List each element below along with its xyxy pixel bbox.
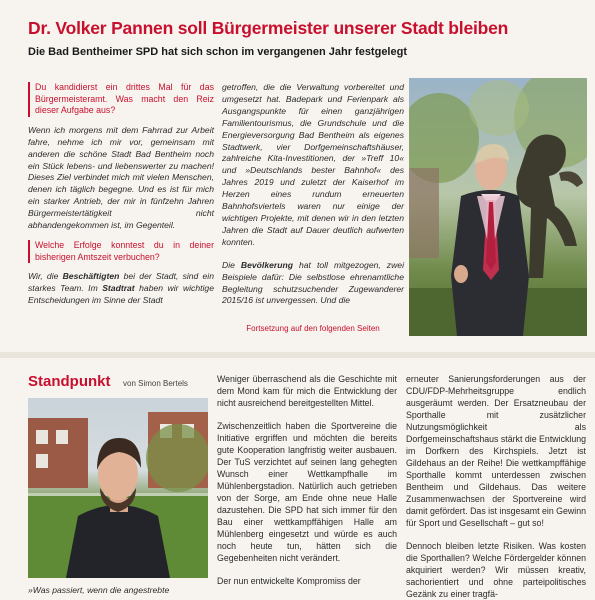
answer-2-population: Die Bevölkerung hat toll mitgezogen, zwei Beispiele dafür: Die selbstlose ehrenamtliche Begleitung schutzsuchender Zugewanderer 2015/16 ist unvergessen. Und die bbox=[222, 259, 404, 306]
question-1: Du kandidierst ein drittes Mal für das Bürgermeisteramt. Was macht den Reiz dieser Aufgabe aus? bbox=[28, 82, 214, 117]
standpunkt-column-2 bbox=[217, 373, 397, 598]
headline: Dr. Volker Pannen soll Bürgermeister unserer Stadt bleiben bbox=[28, 18, 509, 38]
answer-2-continued: getroffen, die die Verwaltung vorbereitet und umgesetzt hat. Badepark und Ferienpark als Ausgangspunkte für einen ganzjährigen Familientourismus, die Grundschule und die Energieversorgung Bad Bentheim als eigenes Stadtwerk, vier Dorfgemeinschaftshäuser, zahlreiche Kita-Investitionen, der »Treff 10« und »Deutschlands bester Bahnhof« des Jahres 2019 und zuletzt der Kaiserhof im Herzen eines rundum erneuerten Bahnhofsviertels waren nur einige der wichtigen Projekte, mit denen wir in den letzten Jahren die Stadt auf Dauer deutlich aufwerten konnten. bbox=[222, 82, 404, 247]
continued-note: Fortsetzung auf den folgenden Seiten bbox=[246, 324, 380, 333]
standpunkt-paragraph-2: Zwischenzeitlich haben die Sportvereine die Initiative ergriffen und möchten die bereits gute Kooperation langfristig weiter ausbauen. Der TuS verzichtet auf seinen lang gehegten Wunsch einer Wettkampfhalle im Mühlenbergstadion. Natürlich auch getrieben von der Sorge, am Ende ohne neue Halle dazustehen. Die SPD hat sich immer für den Bau einer wettkampffähigen Halle am Mühlenberg eingesetzt und würde es auch noch heute tun, hätten sich die Gegebenheiten nicht verändert. bbox=[217, 421, 397, 563]
photo-illustration bbox=[409, 78, 587, 336]
portrait-photo-statue bbox=[409, 78, 587, 336]
answer-2: Wir, die Beschäftigten bei der Stadt, sind ein starkes Team. Im Stadtrat haben wir wichtige Entscheidungen im Sinne der Stadt bbox=[28, 271, 214, 305]
standpunkt-paragraph-5: Dennoch bleiben letzte Risiken. Was kosten die Sporthallen? Welche Fördergelder können akquiriert werden? Wir müssen kreativ, sachorientiert und ohne parteipolitisches Gezänk zu einer tragfä- bbox=[406, 541, 586, 599]
standpunkt-paragraph-4: erneuter Sanierungsforderungen aus der CDU/FDP-Mehrheitsgruppe endlich ausgeräumt werden. Der Ersatzneubau der Sporthalle mit zusätzlicher Nutzungsmöglichkeit als Dorfgemeinschaftshaus stärkt die Entwicklung im Dorfkern des Kirchspiels. Jetzt ist Gildehaus an der Reihe! Die wettkampffähige Sporthalle kommt unterdessen zwischen Bentheim und Gildehaus. Das weitere Zusammenwachsen der Sportvereine wird damit gefördert. Das ist insgesamt ein Gewinn für Sport und Gesellschaft – gut so! bbox=[406, 374, 586, 528]
author-photo-illustration bbox=[28, 398, 208, 578]
photo-caption-quote: »Was passiert, wenn die angestrebte bbox=[28, 585, 170, 595]
section-divider bbox=[0, 352, 595, 358]
standpunkt-title: Standpunkt bbox=[28, 373, 111, 390]
standpunkt-paragraph-1: Weniger überraschend als die Geschichte mit dem Mond kam für mich die Entwicklung der nicht ausreichend bereitgestellten Mittel. bbox=[217, 374, 397, 408]
standpunkt-author: von Simon Bertels bbox=[123, 379, 188, 388]
answer-1: Wenn ich morgens mit dem Fahrrad zur Arbeit fahre, nehme ich mir vor, gemeinsam mit anderen die schöne Stadt Bad Bentheim noch ein Stück lebens- und liebenswerter zu machen! Dieses Ziel verbindet mich mit vielen Menschen, denen ich täglich begegne. Und es ist für mich ein starker Antrieb, der mir in fünfzehn Jahren Bürgermeistertätigkeit nicht abhandengekommen ist, im Gegenteil. bbox=[28, 124, 214, 231]
interview-column-2 bbox=[222, 82, 404, 307]
subheadline: Die Bad Bentheimer SPD hat sich schon im vergangenen Jahr festgelegt bbox=[28, 46, 407, 58]
standpunkt-column-3 bbox=[406, 373, 586, 600]
interview-column-1 bbox=[28, 82, 214, 307]
question-2: Welche Erfolge konntest du in deiner bisherigen Amtszeit verbuchen? bbox=[28, 240, 214, 263]
standpunkt-paragraph-3: Der nun entwickelte Kompromiss der bbox=[217, 576, 361, 586]
author-photo bbox=[28, 398, 208, 578]
